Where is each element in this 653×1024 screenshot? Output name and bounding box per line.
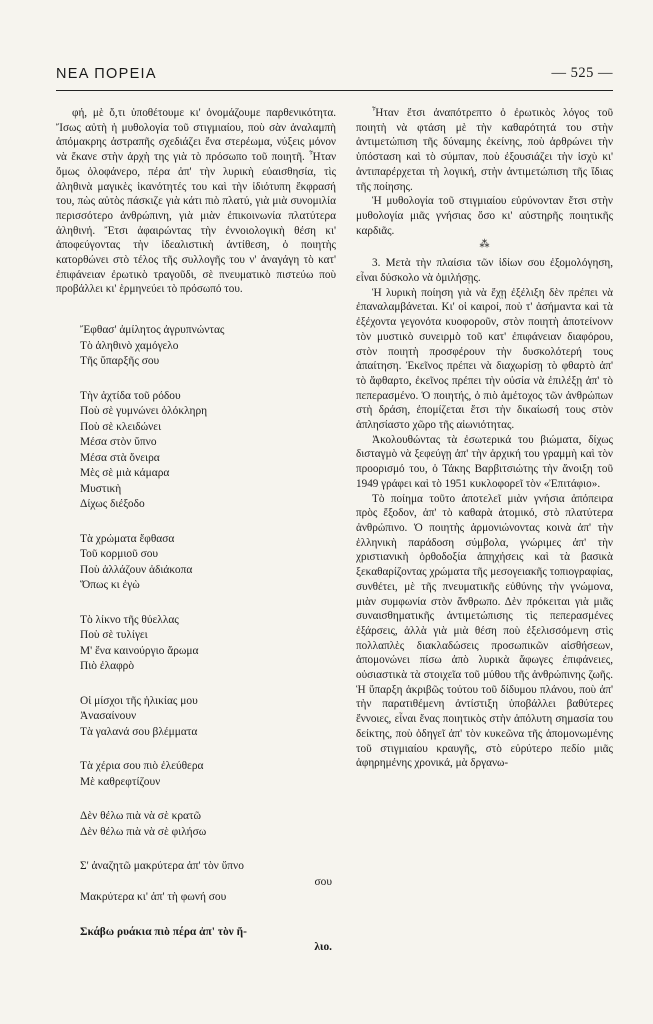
right-column [356, 106, 613, 771]
poem-line: Τὰ γαλανά σου βλέμματα [80, 725, 198, 738]
poem-line-continuation: λιο. [314, 941, 332, 954]
body-paragraph: 3. Μετὰ τὴν πλαίσια τῶν ἰδίων σου ἐξομολόγηση, εἶναι δύσκολο νὰ ὁμιλήσῃς. [356, 257, 613, 285]
poem-stanza [80, 613, 336, 675]
poem-stanza [80, 389, 336, 513]
header-rule [56, 90, 613, 91]
prose-paragraph: φή, μὲ ὅ,τι ὑποθέτουμε κι' ὀνομάζουμε παρθενικότητα. Ἴσως αὐτὴ ἡ μυθολογία τοῦ στιγμιαίου, ποὺ σὰν ἀναλαμπὴ ἀπόμακρης ἀστραπῆς σχεδιάζει ἕνα στερέωμα, νύξεις μόνον νὰ ἔκανε στὴν ἀρχὴ της γιὰ τὸ πρόσωπο τοῦ ποιητῆ. Ἦταν ὅμως ὁλοφάνερο, πέρα ἀπ' τὴν λυρικὴ εὐαισθησία, τὶς ἀληθινὰ μαγικὲς ἱκανότητές του καὶ τὴν ἰδιότυπη ἔκφρασή του, πὼς αὐτὸς πάσκιζε γιὰ κάτι πιὸ πλατύ, γιὰ μιὰ συνομιλία περισσότερο ἀνθρώπινη, γιὰ μιὰν ἐπικοινωνία πλατύτερα ἀληθινή. Ἔτσι ἀφαιρώντας τὴν ἐννοιολογικὴ θέση κι' ἀποφεύγοντας τὴν ἰδεαλιστικὴ ἀντίθεση, ὁ ποιητὴς κατορθώνει στὸ τέλος τῆς συλλογῆς του ν' ἀναγάγη τὸ κατ' ἐπιφάνειαν ἐρωτικὸ τραγοῦδι, σὲ πνευματικὸ πιστεύω ποὺ προβάλλει κι' ἑρμηνεύει τὸ πρόσωπό του. [56, 107, 336, 296]
poem-line: Μὲ καθρεφτίζουν [80, 775, 161, 788]
journal-title: ΝΕΑ ΠΟΡΕΙΑ [56, 66, 157, 82]
poem-line: Τοῦ κορμιοῦ σου [80, 548, 159, 561]
left-column [56, 106, 336, 956]
page-number: — 525 — [551, 65, 613, 81]
poem-line: Τὰ χρώματα ἔφθασα [80, 532, 175, 545]
poem-stanza [80, 532, 336, 594]
poem-stanza [80, 323, 336, 370]
body-paragraph: Τὸ ποίημα τοῦτο ἀποτελεῖ μιὰν γνήσια ἀπόπειρα πρὸς ἔξοδον, ἀπ' τὸ καθαρὰ ἀτομικό, στὸ πλατύτερα ἀνθρώπινο. Ὁ ποιητὴς ἁρμονιώνοντας κοινὰ ἀπ' τὴν ἑλληνικὴ παράδοση σύμβολα, γνώριμες ἀπ' τὴν χριστιανικὴ ὀρθοδοξία ἀπηχήσεις καὶ τὰ βασικὰ ξεκαθαρίζοντας χρώματα τῆς μεσογειακῆς τοπιογραφίας, συνθέτει, μὲ τῆς πνευματικῆς εὐθύνης τὴν γνώμονα, μιὰν συμφωνία στὸν ἄνθρωπο. Δὲν πρόκειται γιὰ μιᾶς συναισθηματικῆς ἀντιμετώπισης τὶς πεπερασμένες ἐξάρσεις, ἀλλὰ γιὰ μιὰ θέση ποὺ ἐξελισσόμενη στὶς πολλαπλὲς διακλαδώσεις προσωπικῶν αἰσθήσεων, ἀπομονώνει πίσω ἀπὸ λυρικὰ ἄφωγες ἐπιφάνειες, οὐσιαστικὰ τὰ στοιχεῖα τοῦ μύθου τῆς ἀνθρώπινης ζωῆς. Ἡ ὕπαρξη ἀκριβῶς τούτου τοῦ δίδυμου πλάνου, ποὺ ἀπ' τὴν παρατιθέμενη ἀντίστιξη ὑποβάλλει βαθύτερες ἔννοιες, εἶναι ἕνας ποιητικὸς στὴν ἀπόλυτη σημασία του δείκτης, ποὺ ὁδηγεῖ ἀπ' τὸν κυκεῶνα τῆς ἀπομονωμένης τοῦ στιγμιαίου κραυγῆς, στὸ εὐρύτερο πεδίο μιᾶς ἀφηρημένης χρονικά, μὰ δργανω- [356, 492, 613, 770]
poem-line: Μέσα στὸν ὕπνο [80, 436, 157, 449]
poem-line: Τὸ λίκνο τῆς θύελλας [80, 613, 179, 626]
poem-line: Τὰ χέρια σου πιὸ ἐλεύθερα [80, 760, 204, 773]
poem-line: Ποὺ σὲ κλειδώνει [80, 420, 162, 433]
poem-line: Σκάβω ρυάκια πιὸ πέρα ἀπ' τὸν ἥ- [80, 925, 247, 938]
poem-line: Δὲν θέλω πιὰ νὰ σὲ φιλήσω [80, 825, 207, 838]
poem [56, 323, 336, 956]
poem-stanza [80, 809, 336, 840]
poem-line-continuation: σου [314, 875, 332, 888]
body-paragraph: Ἦταν ἔτσι ἀναπότρεπτο ὁ ἐρωτικὸς λόγος τοῦ ποιητὴ νὰ φτάση μὲ τὴν καθαρότητά του στὴν ἀντιμετώπιση τῆς δύναμης ἐκείνης, ποὺ ἀρθρώνει τὴν ὑπόσταση καὶ τὸ σύμπαν, ποὺ ἐξουσιάζει τὴν ἰσχὺ κι' ἀντιπαρέρχεται τὴ λογική, στὴν ἀντιμετώπιση τῆς ἴδιας τῆς ποίησης. [356, 107, 613, 193]
poem-line: Ποὺ σὲ γυμνώνει ὁλόκληρη [80, 405, 208, 418]
poem-line: Δὲν θέλω πιὰ νὰ σὲ κρατῶ [80, 810, 202, 823]
body-paragraph: Ἡ λυρικὴ ποίηση γιὰ νὰ ἔχῃ ἐξέλιξη δὲν πρέπει νὰ ἐπαναλαμβάνεται. Κι' οἱ καιροί, ποὺ τ' ἀσήμαντα καὶ τὰ ἐξέχοντα γεγονότα κυοφοροῦν, στὸν ποιητὴ ἀποτείνονν τὸν μυστικὸ συνειρμὸ τοῦ κατ' ἐπιφάνειαν διαφόρου, στὸν ποιητὴ προσφέρουν τὴν δυσκολότερή τους ἀπαίτηση. Ἐκεῖνος πρέπει νὰ διαχωρίσῃ τὸ φθαρτὸ ἀπ' τὸ ἄφθαρτο, ἐκεῖνος πρέπει τὴν οὐσία νὰ ἐπιλέξῃ ἀπ' τὸ πεπερασμένο. Ὁ ποιητής, ὁ πιὸ ἀμέτοχος τῶν ἀνθρώπων στὴ δράση, ἐπομίζεται ἔτσι τὴν δικαίωσή τους στὸν ἀπλησίαστο χῶρο τῆς αἰωνιότητας. [356, 286, 613, 432]
poem-line: Μακρύτερα κι' ἀπ' τὴ φωνή σου [80, 891, 227, 904]
poem-line: Ποὺ ἀλλάζουν ἀδιάκοπα [80, 563, 193, 576]
poem-stanza [80, 759, 336, 790]
body-paragraph: Ἀκολουθώντας τὰ ἐσωτερικά του βιώματα, δίχως δισταγμὸ νὰ ξεφεύγῃ ἀπ' τὴν ἀρχική του γραμμὴ καὶ τὸν προορισμό του, ὁ Τάκης Βαρβιτσιώτης τὴν ἄνοιξη τοῦ 1949 γράφει καὶ τὸ 1951 κυκλοφορεῖ τὸν «Ἐπιτάφιο». [356, 433, 613, 490]
poem-line: Δίχως διέξοδο [80, 498, 145, 511]
poem-line: Τὴν ἀχτίδα τοῦ ρόδου [80, 389, 181, 402]
poem-line: Μέσα στὰ ὄνειρα [80, 451, 160, 464]
poem-line: Μ' ἕνα καινούργιο ἄρωμα [80, 644, 199, 657]
poem-line: Σ' ἀναζητῶ μακρύτερα ἀπ' τὸν ὕπνο [80, 860, 244, 873]
running-header [56, 62, 613, 88]
poem-line: Ποὺ σὲ τυλίγει [80, 629, 148, 642]
poem-line: Ὅπως κι ἐγὼ [80, 579, 140, 592]
poem-line: Ἀνασαίνουν [80, 710, 137, 723]
body-paragraph: Ἡ μυθολογία τοῦ στιγμιαίου εὐρύνονταν ἔτσι στὴν μυθολογία μιᾶς γνήσιας ὅσο κι' αὐστηρῆς ποιητικῆς καρδιᾶς. [356, 195, 613, 237]
poem-stanza [80, 694, 336, 741]
poem-line: Μὲς σὲ μιὰ κάμαρα [80, 467, 170, 480]
poem-line: Μυστικὴ [80, 482, 122, 495]
poem-line: Ἔφθασ' ἀμίλητος ἀγρυπνώντας [80, 324, 225, 337]
poem-line: Τῆς ὕπαρξῆς σου [80, 355, 160, 368]
poem-line: Οἱ μίσχοι τῆς ἡλικίας μου [80, 694, 198, 707]
poem-stanza [80, 859, 336, 906]
poem-line: Πιὸ ἐλαφρὸ [80, 660, 135, 673]
section-ornament: ⁂ [479, 239, 490, 251]
poem-stanza [80, 925, 336, 956]
poem-line: Τὸ ἀληθινὸ χαμόγελο [80, 339, 179, 352]
